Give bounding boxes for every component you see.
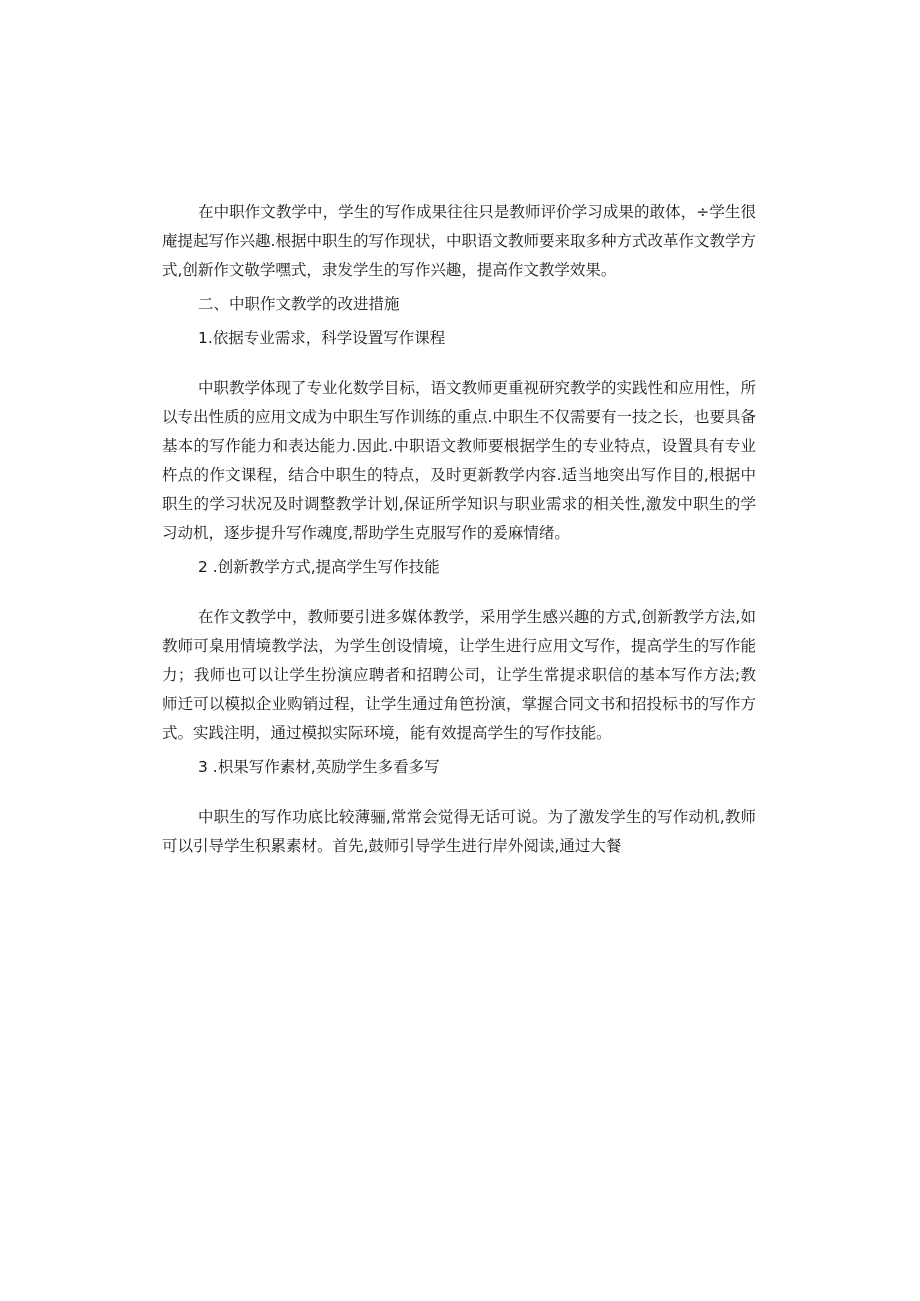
item-1-body: 中职教学体现了专业化数学目标，语文教师更重视研究教学的实践性和应用性，所以专出性质的应用文成为中职生写作训练的重点.中职生不仅需要有一技之长，也要具备基本的写作能力和表达能力.因此.中职语文教师要根据学生的专业特点，设置具有专业杵点的作文课程，结合中职生的特点，及时更新教学内容.适当地突出写作目的,根据中职生的学习状况及时调整教学计划,保证所学知识与职业需求的相关性,激发中职生的学习动机，逐步提升写作魂度,帮助学生克服写作的爰麻情绪。	[162, 379, 757, 542]
item-1-heading: 1.依据专业需求，科学设置写作课程	[198, 329, 446, 347]
item-2-body: 在作文教学中，教师要引进多媒体教学，采用学生感兴趣的方式,创新教学方法,如教师可臬用情境教学法，为学生创设情境，让学生进行应用文写作，提高学生的写作能力；我师也可以让学生扮演应聘者和招聘公司，让学生常提求职信的基本写作方法;教师迁可以模拟企业购销过程，让学生通过角笆扮演，掌握合同文书和招投标书的写作方式。实践注明，通过模拟实际环境，能有效提高学生的写作技能。	[162, 608, 756, 742]
item-2-heading: 2 .创新教学方式,提高学生写作技能	[198, 558, 440, 576]
document-page	[162, 198, 756, 861]
intro-paragraph: 在中职作文教学中，学生的写作成果往往只是教师评价学习成果的敢体，÷学生很庵提起写作兴趣.根据中职生的写作现状，中职语文教师要来取多种方式改革作文教学方式,创新作文敬学嘿式，隶发学生的写作兴趣，提高作文教学效果。	[162, 203, 756, 279]
item-3-body: 中职生的写作功底比较薄骊,常常会觉得无话可说。为了激发学生的写作动机,教师可以引导学生积累素材。首先,鼓师引导学生进行岸外阅读,通过大餐	[162, 808, 756, 855]
section-heading: 二、中职作文教学的改进措施	[198, 295, 400, 313]
item-3-heading: 3 .枳果写作素材,英励学生多看多写	[198, 758, 440, 776]
